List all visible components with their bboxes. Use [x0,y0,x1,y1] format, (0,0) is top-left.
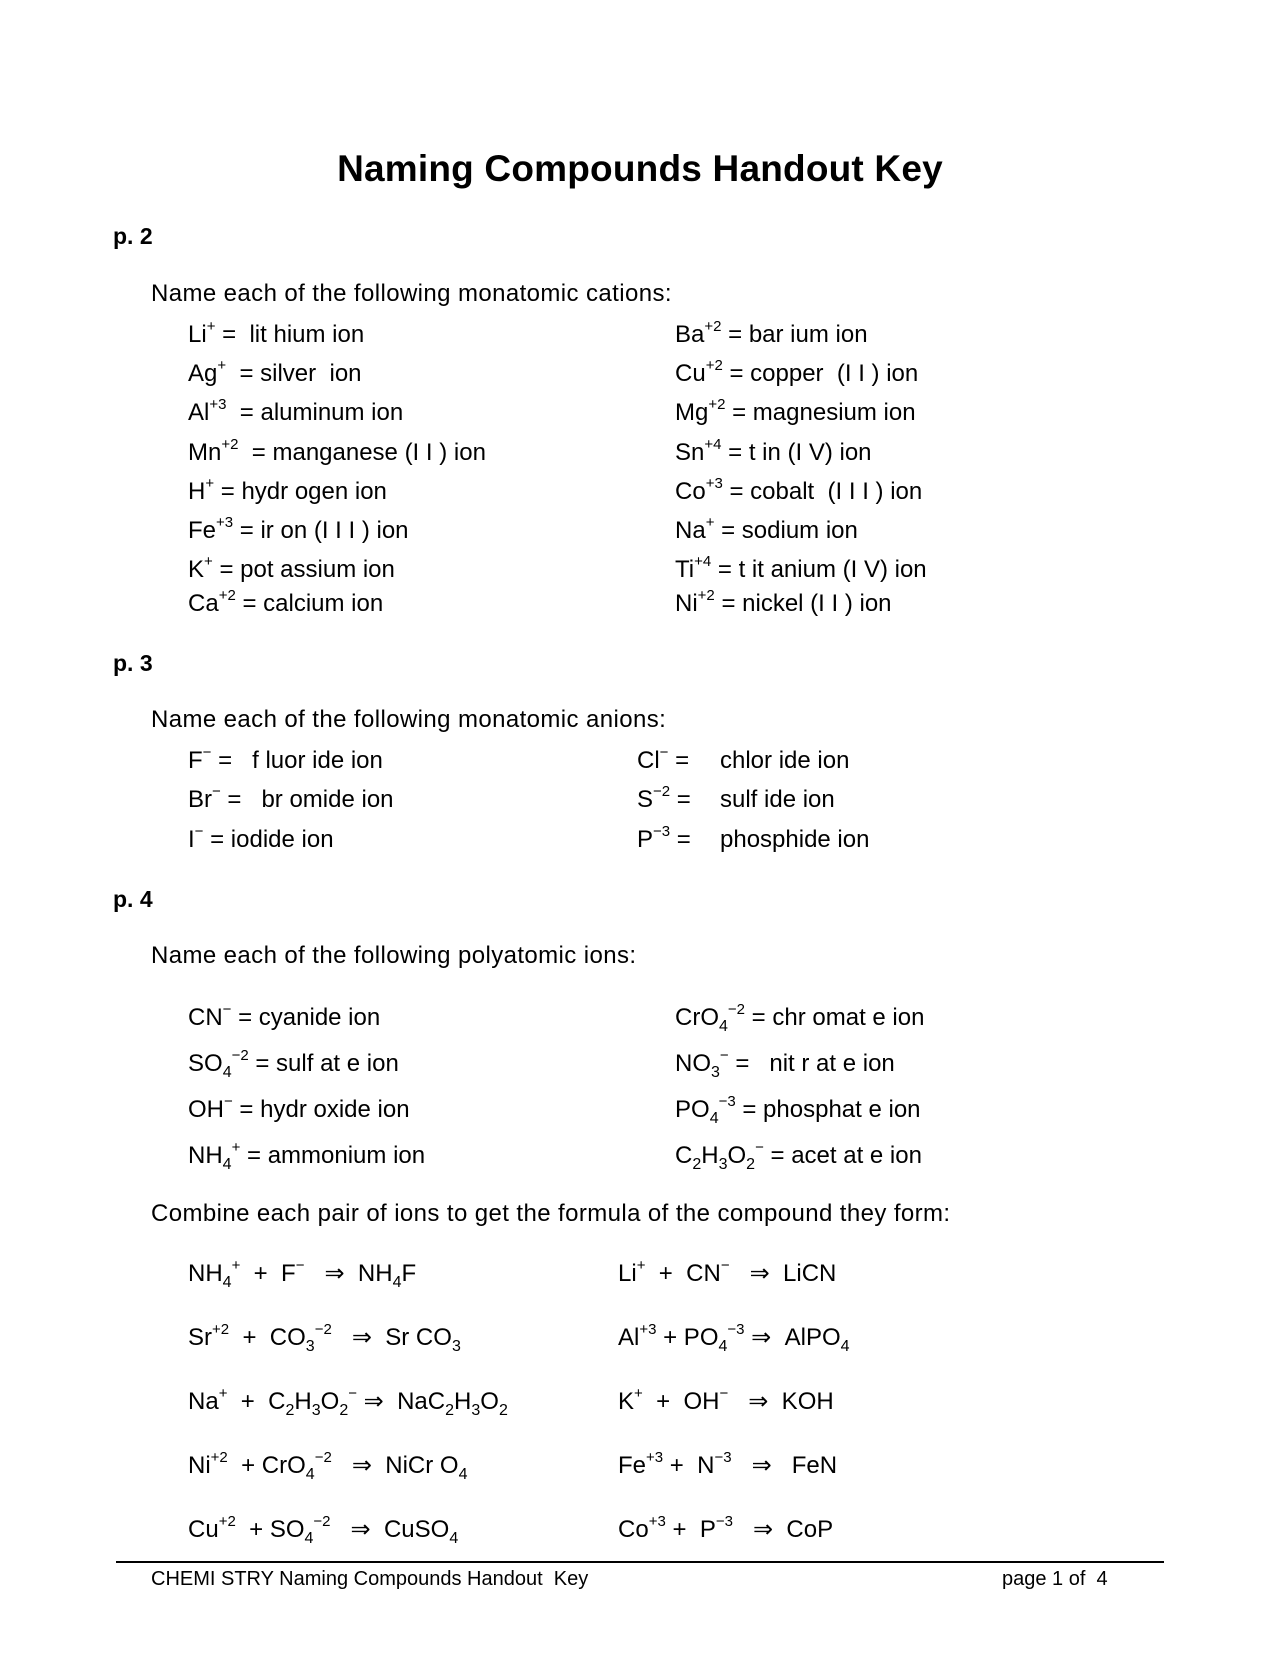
list-item: $Na^+ + C_2H_3O_2^-$ ⇒ $NaC_2H_3O_2$ [188,1385,508,1419]
list-item: F− = f luor ide ion [188,744,383,774]
list-item: CrO$_4^{-2}$ = chr omat e ion [675,1001,925,1035]
list-item: $Mg^{+2}$ = magnesium ion [675,396,916,426]
list-item: $S^{-2}$ = [637,783,691,813]
list-item: H+ = hydr ogen ion [188,475,387,505]
anions-prompt: Name each of the following monatomic anions: [151,706,667,733]
list-item: OH− = hydr oxide ion [188,1093,410,1123]
section-heading-p3: p. 3 [113,650,153,676]
list-item: $Co^{+3}$ = cobalt (I I I ) ion [675,475,923,505]
list-item: Na+ = sodium ion [675,514,858,544]
list-item: $SO_4^{-2}$ = sulf at e ion [188,1047,399,1081]
list-item: K+ = pot assium ion [188,553,395,583]
section-heading-p4: p. 4 [113,886,153,912]
list-item: $Cu^{+2} + SO_4^{-2}$ ⇒ CuSO$_4$ [188,1513,459,1547]
list-item: $NH_4^+$ = ammonium ion [188,1139,426,1173]
list-item: $Ca^{+2}$ = calcium ion [188,587,384,617]
page-number: page 1 of 4 [1002,1568,1108,1590]
list-item: $Ni^{+2} + CrO_4^{-2}$ ⇒ NiCr $O_4$ [188,1449,468,1483]
combine-prompt: Combine each pair of ions to get the formula of the compound they form: [151,1200,951,1227]
list-item: Br− = br omide ion [188,783,394,813]
polyatomic-prompt: Name each of the following polyatomic ions: [151,942,637,969]
list-item: chlor ide ion [720,747,850,774]
footer-divider [116,1561,1164,1563]
list-item: phosphide ion [720,826,870,853]
list-item: $C_2H_3O_2^-$ = acet at e ion [675,1139,922,1173]
list-item: $Sr^{+2} + CO_3^{-2}$ ⇒ Sr $CO_3$ [188,1321,461,1355]
list-item: $Sn^{+4} = t$ in (I V) ion [675,436,872,466]
list-item: Cl− = [637,744,690,774]
list-item: CN− = cyanide ion [188,1001,381,1031]
list-item: Ag+ = silver ion [188,357,362,387]
list-item: $Mn^{+2}$ = manganese (I I ) ion [188,436,486,466]
list-item: $NO_3^-$ = nit r at e ion [675,1047,895,1081]
list-item: $Cu^{+2}$ = copper (I I ) ion [675,357,919,387]
list-item: I− = iodide ion [188,823,334,853]
list-item: $P^{-3}$ = [637,823,691,853]
list-item: $Ni^{+2}$ = nickel (I I ) ion [675,587,892,617]
cations-prompt: Name each of the following monatomic cations: [151,280,672,307]
footer-title: CHEMI STRY Naming Compounds Handout Key [151,1568,589,1590]
list-item: $Al^{+3} + PO_4^{-3}$ ⇒ AlPO$_4$ [618,1321,850,1355]
list-item: $NH_4^+ + F^-$ ⇒ $NH_4F$ [188,1257,417,1291]
list-item: sulf ide ion [720,786,835,813]
section-heading-p2: p. 2 [113,223,153,249]
list-item: $Al^{+3}$ = aluminum ion [188,396,404,426]
list-item: $Co^{+3} + P^{-3}$ ⇒ CoP [618,1513,834,1543]
list-item: $Ti^{+4} = t$ it anium (I V) ion [675,553,927,583]
list-item: K+ + OH− ⇒ KOH [618,1385,834,1415]
list-item: $Ba^{+2}$ = bar ium ion [675,318,868,348]
list-item: Li+ + CN− ⇒ LiCN [618,1257,837,1287]
list-item: Li+ = lit hium ion [188,318,365,348]
list-item: $Fe^{+3} + N^{-3}$ ⇒ FeN [618,1449,838,1479]
page-title: Naming Compounds Handout Key [337,148,943,189]
list-item: $Fe^{+3}$ = ir on (I I I ) ion [188,514,409,544]
list-item: $PO_4^{-3}$ = phosphat e ion [675,1093,921,1127]
